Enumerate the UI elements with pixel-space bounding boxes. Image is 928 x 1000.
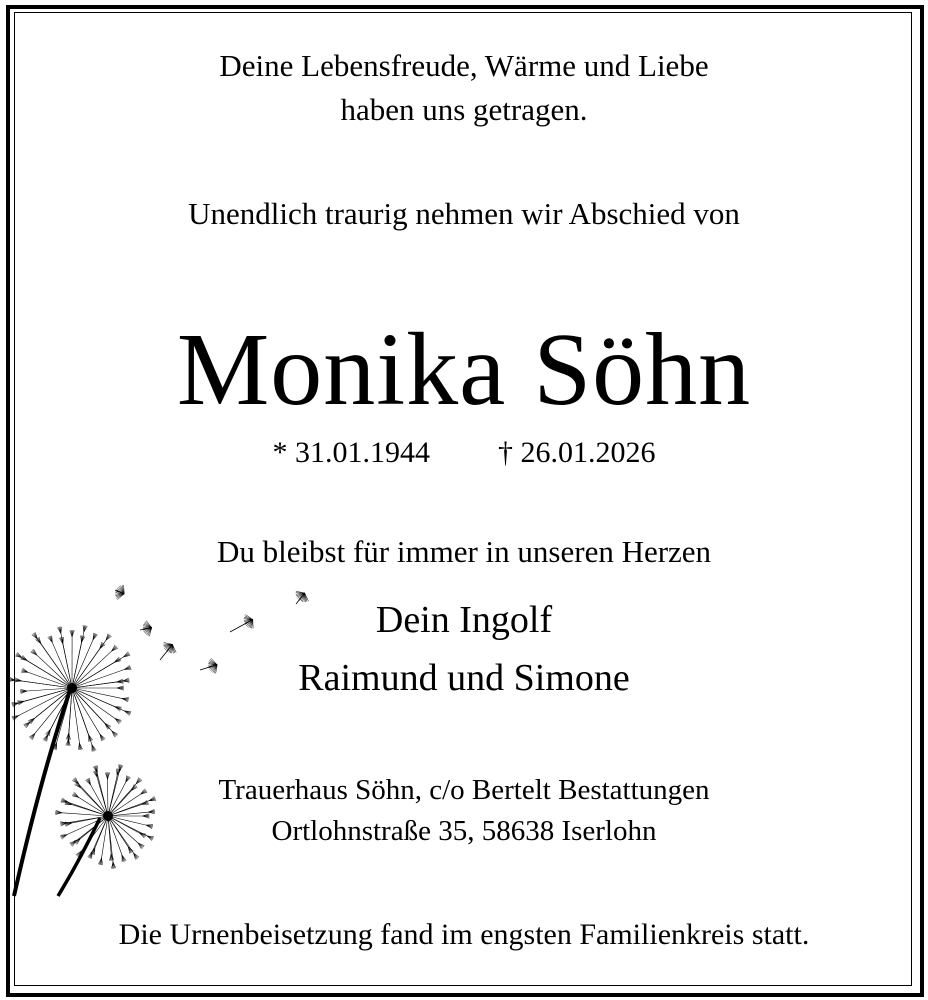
- closing-text: Die Urnenbeisetzung fand im engsten Familienkreis statt.: [118, 918, 810, 951]
- deceased-name: Monika Söhn: [176, 312, 752, 427]
- birth-date: * 31.01.1944: [272, 436, 430, 469]
- farewell-text: Du bleibst für immer in unseren Herzen: [216, 534, 712, 569]
- motto-line-2: haben uns getragen.: [340, 92, 588, 127]
- motto: [0, 44, 928, 132]
- motto-line-1: Deine Lebensfreude, Wärme und Liebe: [219, 48, 709, 83]
- address-line-2: Ortlohnstraße 35, 58638 Iserlohn: [271, 815, 657, 847]
- intro-text: Unendlich traurig nehmen wir Abschied von: [188, 196, 740, 231]
- signature-line-2: Raimund und Simone: [298, 657, 630, 699]
- death-date: † 26.01.2026: [498, 436, 656, 469]
- address-line-1: Trauerhaus Söhn, c/o Bertelt Bestattungen: [218, 774, 710, 806]
- address: [0, 770, 928, 852]
- life-dates: [0, 436, 928, 470]
- signature-line-1: Dein Ingolf: [375, 599, 553, 641]
